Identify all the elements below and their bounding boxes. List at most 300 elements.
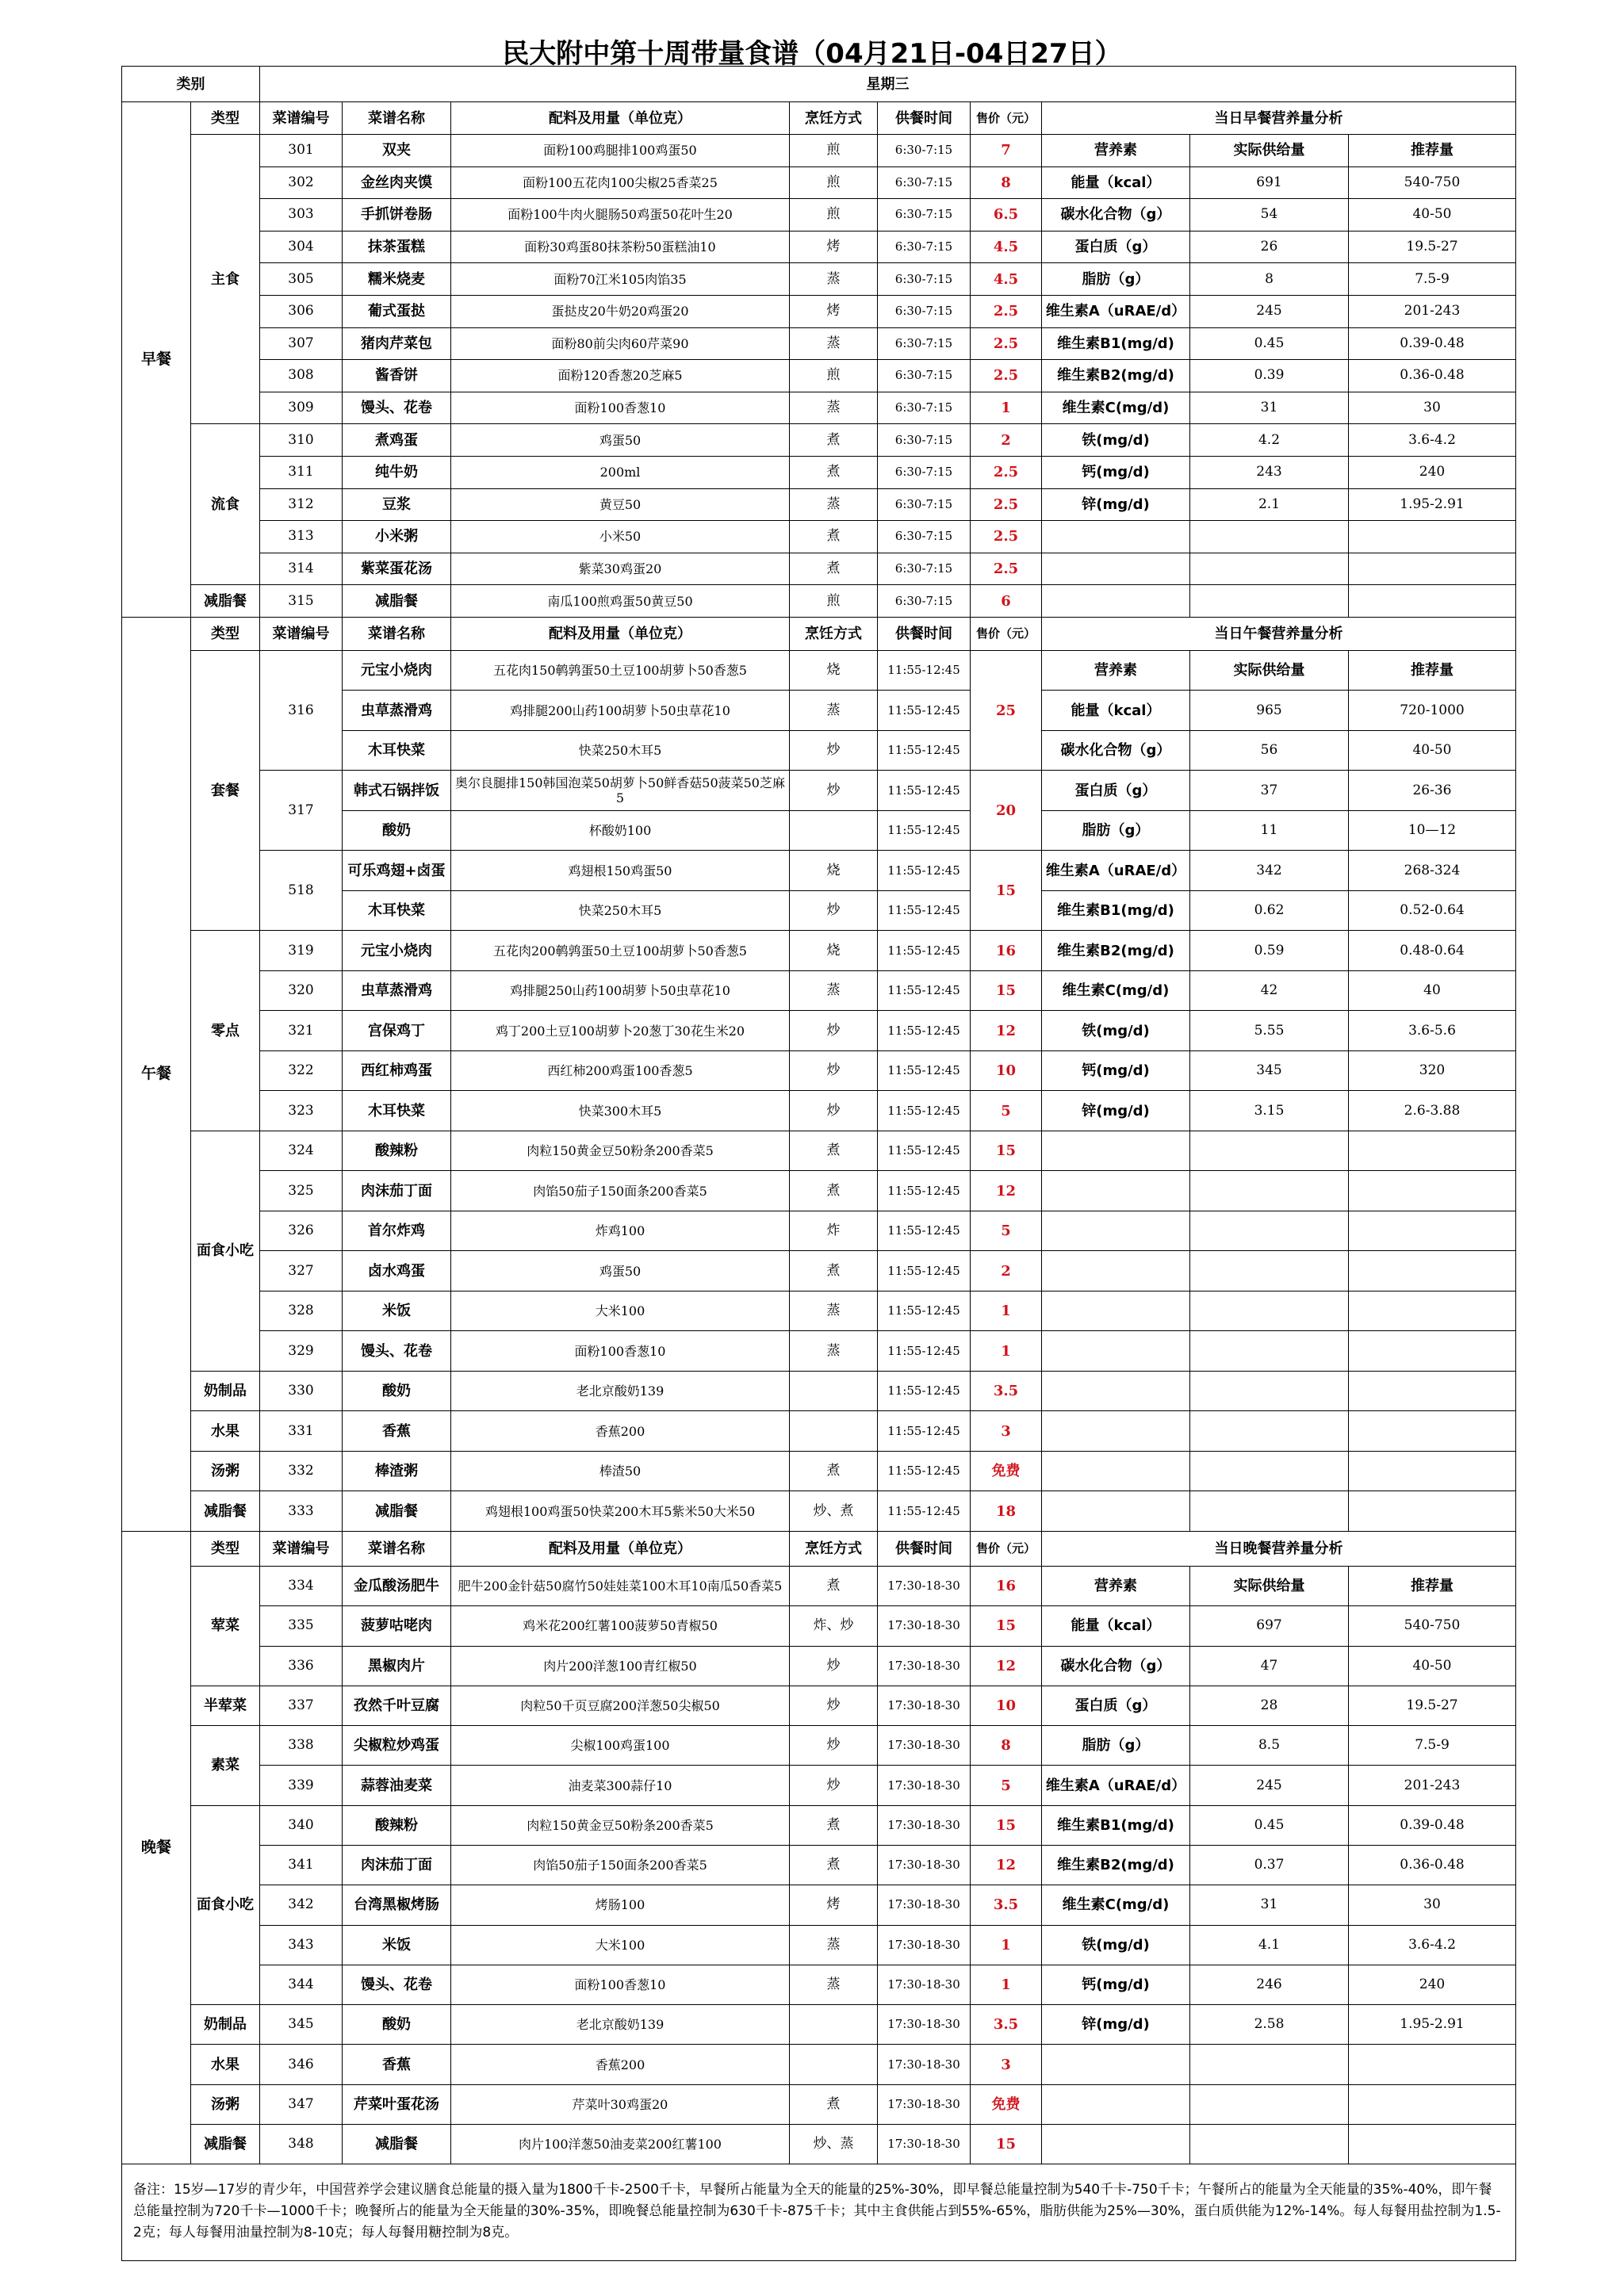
dish-ingredients: 肉片100洋葱50油麦菜200红薯100 bbox=[451, 2125, 790, 2164]
dish-price: 15 bbox=[971, 2125, 1042, 2164]
dish-name: 馒头、花卷 bbox=[343, 1331, 451, 1372]
cooking-method: 煮 bbox=[790, 2084, 878, 2124]
cooking-method: 炒 bbox=[790, 730, 878, 771]
cooking-method: 炒 bbox=[790, 1050, 878, 1091]
table-row bbox=[122, 135, 1516, 167]
dish-price: 4.5 bbox=[971, 231, 1042, 263]
table-row bbox=[122, 931, 1516, 971]
name-column-header: 菜谱名称 bbox=[343, 102, 451, 135]
empty-cell bbox=[1349, 521, 1516, 553]
nutrient-name: 蛋白质（g） bbox=[1042, 1686, 1190, 1725]
empty-cell bbox=[1042, 1411, 1190, 1452]
nutrient-actual: 0.45 bbox=[1190, 327, 1349, 360]
table-row bbox=[122, 1566, 1516, 1605]
dish-price: 2 bbox=[971, 424, 1042, 457]
table-row bbox=[122, 166, 1516, 199]
dish-code: 327 bbox=[260, 1251, 343, 1292]
dish-price: 6 bbox=[971, 585, 1042, 618]
dish-name: 减脂餐 bbox=[343, 1491, 451, 1532]
empty-cell bbox=[1190, 2084, 1349, 2124]
nutrient-recommended: 26-36 bbox=[1349, 771, 1516, 811]
dish-code: 306 bbox=[260, 295, 343, 327]
empty-cell bbox=[1190, 1411, 1349, 1452]
dish-price: 12 bbox=[971, 1171, 1042, 1211]
dish-name: 首尔炸鸡 bbox=[343, 1211, 451, 1251]
dish-code: 340 bbox=[260, 1805, 343, 1845]
dish-ingredients: 面粉100香葱10 bbox=[451, 392, 790, 424]
cooking-method: 炒 bbox=[790, 1646, 878, 1686]
dish-name: 木耳快菜 bbox=[343, 1091, 451, 1131]
dish-ingredients: 快菜300木耳5 bbox=[451, 1091, 790, 1131]
table-row bbox=[122, 1491, 1516, 1532]
serving-time: 6:30-7:15 bbox=[878, 327, 971, 360]
cooking-method: 蒸 bbox=[790, 392, 878, 424]
serving-time: 17:30-18-30 bbox=[878, 2084, 971, 2124]
nutrient-recommended: 201-243 bbox=[1349, 295, 1516, 327]
serving-time: 17:30-18-30 bbox=[878, 1766, 971, 1805]
dish-name: 尖椒粒炒鸡蛋 bbox=[343, 1726, 451, 1766]
dish-name: 纯牛奶 bbox=[343, 456, 451, 488]
table-row bbox=[122, 851, 1516, 891]
cooking-method: 蒸 bbox=[790, 263, 878, 296]
dish-ingredients: 紫菜30鸡蛋20 bbox=[451, 553, 790, 585]
dish-ingredients: 奥尔良腿排150韩国泡菜50胡萝卜50鲜香菇50菠菜50芝麻5 bbox=[451, 771, 790, 811]
dish-type: 面食小吃 bbox=[191, 1131, 260, 1371]
serving-time: 6:30-7:15 bbox=[878, 424, 971, 457]
dish-ingredients: 肉粒150黄金豆50粉条200香菜5 bbox=[451, 1805, 790, 1845]
ingredients-column-header: 配料及用量（单位克） bbox=[451, 1531, 790, 1566]
dish-ingredients: 五花肉200鹌鹑蛋50土豆100胡萝卜50香葱5 bbox=[451, 931, 790, 971]
dish-name: 馒头、花卷 bbox=[343, 392, 451, 424]
dish-ingredients: 杯酸奶100 bbox=[451, 810, 790, 851]
cooking-method: 煎 bbox=[790, 199, 878, 232]
empty-cell bbox=[1349, 1211, 1516, 1251]
dish-price: 15 bbox=[971, 1131, 1042, 1171]
serving-time: 11:55-12:45 bbox=[878, 1131, 971, 1171]
dish-type: 奶制品 bbox=[191, 2005, 260, 2045]
dish-name: 虫草蒸滑鸡 bbox=[343, 691, 451, 731]
dish-name: 酸辣粉 bbox=[343, 1131, 451, 1171]
empty-cell bbox=[1042, 2125, 1190, 2164]
nutrient-actual: 0.59 bbox=[1190, 931, 1349, 971]
empty-cell bbox=[1349, 1491, 1516, 1532]
dish-name: 双夹 bbox=[343, 135, 451, 167]
dish-ingredients: 香蕉200 bbox=[451, 1411, 790, 1452]
dish-name: 紫菜蛋花汤 bbox=[343, 553, 451, 585]
dish-ingredients: 鸡翅根150鸡蛋50 bbox=[451, 851, 790, 891]
nutrient-recommended: 3.6-5.6 bbox=[1349, 1011, 1516, 1051]
cooking-method: 煮 bbox=[790, 553, 878, 585]
dish-price: 5 bbox=[971, 1091, 1042, 1131]
empty-cell bbox=[1349, 1411, 1516, 1452]
dish-name: 宫保鸡丁 bbox=[343, 1011, 451, 1051]
table-row bbox=[122, 1965, 1516, 2004]
dish-type: 奶制品 bbox=[191, 1371, 260, 1411]
nutrition-analysis-title: 当日午餐营养量分析 bbox=[1042, 617, 1516, 650]
empty-cell bbox=[1190, 1491, 1349, 1532]
dish-price: 3 bbox=[971, 2045, 1042, 2084]
empty-cell bbox=[1190, 1211, 1349, 1251]
dish-name: 酸奶 bbox=[343, 810, 451, 851]
serving-time: 17:30-18-30 bbox=[878, 1845, 971, 1885]
dish-name: 香蕉 bbox=[343, 1411, 451, 1452]
dish-price: 免费 bbox=[971, 1451, 1042, 1491]
nutrition-analysis-title: 当日晚餐营养量分析 bbox=[1042, 1531, 1516, 1566]
dish-type: 减脂餐 bbox=[191, 585, 260, 618]
dish-type: 水果 bbox=[191, 1411, 260, 1452]
dish-price: 20 bbox=[971, 771, 1042, 851]
cooking-method bbox=[790, 2005, 878, 2045]
empty-cell bbox=[1349, 1371, 1516, 1411]
cooking-method: 炒 bbox=[790, 771, 878, 811]
cooking-method: 蒸 bbox=[790, 327, 878, 360]
cooking-method: 煮 bbox=[790, 456, 878, 488]
dish-price: 5 bbox=[971, 1766, 1042, 1805]
empty-cell bbox=[1349, 1131, 1516, 1171]
dish-ingredients: 鸡排腿250山药100胡萝卜50虫草花10 bbox=[451, 970, 790, 1011]
dish-code: 336 bbox=[260, 1646, 343, 1686]
serving-time: 11:55-12:45 bbox=[878, 1291, 971, 1331]
dish-type: 减脂餐 bbox=[191, 1491, 260, 1532]
nutrient-name: 能量（kcal） bbox=[1042, 691, 1190, 731]
nutrition-analysis-title: 当日早餐营养量分析 bbox=[1042, 102, 1516, 135]
nutrient-name: 碳水化合物（g） bbox=[1042, 1646, 1190, 1686]
nutrient-recommended: 3.6-4.2 bbox=[1349, 424, 1516, 457]
serving-time: 6:30-7:15 bbox=[878, 521, 971, 553]
nutrient-actual: 5.55 bbox=[1190, 1011, 1349, 1051]
nutrient-recommended: 240 bbox=[1349, 1965, 1516, 2004]
cooking-method: 炒、煮 bbox=[790, 1491, 878, 1532]
serving-time: 11:55-12:45 bbox=[878, 691, 971, 731]
dish-price: 2.5 bbox=[971, 360, 1042, 392]
cooking-method bbox=[790, 810, 878, 851]
cooking-method: 炒 bbox=[790, 1011, 878, 1051]
serving-time: 11:55-12:45 bbox=[878, 810, 971, 851]
dish-price: 2.5 bbox=[971, 488, 1042, 521]
dish-code: 341 bbox=[260, 1845, 343, 1885]
dish-code: 334 bbox=[260, 1566, 343, 1605]
nutrient-recommended: 30 bbox=[1349, 1885, 1516, 1925]
dish-code: 317 bbox=[260, 771, 343, 851]
nutrient-name: 营养素 bbox=[1042, 650, 1190, 691]
cooking-method: 煮 bbox=[790, 1251, 878, 1292]
dish-code: 345 bbox=[260, 2005, 343, 2045]
dish-ingredients: 黄豆50 bbox=[451, 488, 790, 521]
nutrient-recommended: 1.95-2.91 bbox=[1349, 488, 1516, 521]
table-row bbox=[122, 327, 1516, 360]
nutrient-recommended: 201-243 bbox=[1349, 1766, 1516, 1805]
cooking-method: 烤 bbox=[790, 295, 878, 327]
table-row bbox=[122, 1050, 1516, 1091]
dish-ingredients: 南瓜100煎鸡蛋50黄豆50 bbox=[451, 585, 790, 618]
empty-cell bbox=[1042, 1291, 1190, 1331]
dish-name: 米饭 bbox=[343, 1291, 451, 1331]
cooking-method: 蒸 bbox=[790, 691, 878, 731]
dish-code: 302 bbox=[260, 166, 343, 199]
table-row bbox=[122, 1211, 1516, 1251]
cooking-method: 煎 bbox=[790, 585, 878, 618]
dish-name: 韩式石锅拌饭 bbox=[343, 771, 451, 811]
name-column-header: 菜谱名称 bbox=[343, 1531, 451, 1566]
code-column-header: 菜谱编号 bbox=[260, 102, 343, 135]
dish-name: 芹菜叶蛋花汤 bbox=[343, 2084, 451, 2124]
cooking-method: 炸、炒 bbox=[790, 1606, 878, 1646]
dish-price: 1 bbox=[971, 1925, 1042, 1965]
dish-price: 2.5 bbox=[971, 521, 1042, 553]
dish-ingredients: 肉馅50茄子150面条200香菜5 bbox=[451, 1845, 790, 1885]
dish-ingredients: 老北京酸奶139 bbox=[451, 1371, 790, 1411]
serving-time: 17:30-18-30 bbox=[878, 1646, 971, 1686]
empty-cell bbox=[1349, 1291, 1516, 1331]
dish-price: 18 bbox=[971, 1491, 1042, 1532]
nutrient-name: 能量（kcal） bbox=[1042, 1606, 1190, 1646]
dish-type: 零点 bbox=[191, 931, 260, 1131]
table-row bbox=[122, 1371, 1516, 1411]
serving-time: 11:55-12:45 bbox=[878, 650, 971, 691]
nutrient-name: 碳水化合物（g） bbox=[1042, 730, 1190, 771]
dish-name: 蒜蓉油麦菜 bbox=[343, 1766, 451, 1805]
dish-name: 葡式蛋挞 bbox=[343, 295, 451, 327]
cooking-method: 煮 bbox=[790, 1566, 878, 1605]
dish-price: 12 bbox=[971, 1845, 1042, 1885]
nutrient-recommended: 1.95-2.91 bbox=[1349, 2005, 1516, 2045]
table-row bbox=[122, 231, 1516, 263]
dish-code: 518 bbox=[260, 851, 343, 931]
nutrient-actual: 实际供给量 bbox=[1190, 135, 1349, 167]
dish-code: 314 bbox=[260, 553, 343, 585]
dish-ingredients: 面粉100五花肉100尖椒25香菜25 bbox=[451, 166, 790, 199]
nutrient-actual: 42 bbox=[1190, 970, 1349, 1011]
dish-name: 可乐鸡翅+卤蛋 bbox=[343, 851, 451, 891]
dish-ingredients: 香蕉200 bbox=[451, 2045, 790, 2084]
nutrient-name: 维生素B1(mg/d) bbox=[1042, 327, 1190, 360]
dish-price: 2.5 bbox=[971, 553, 1042, 585]
dish-ingredients: 面粉80前尖肉60芹菜90 bbox=[451, 327, 790, 360]
nutrient-recommended: 40-50 bbox=[1349, 1646, 1516, 1686]
cooking-method: 蒸 bbox=[790, 1925, 878, 1965]
dish-code: 333 bbox=[260, 1491, 343, 1532]
dish-code: 346 bbox=[260, 2045, 343, 2084]
nutrient-actual: 0.45 bbox=[1190, 1805, 1349, 1845]
serving-time: 11:55-12:45 bbox=[878, 1491, 971, 1532]
dish-code: 319 bbox=[260, 931, 343, 971]
empty-cell bbox=[1042, 1211, 1190, 1251]
dish-price: 2.5 bbox=[971, 295, 1042, 327]
table-row bbox=[122, 1451, 1516, 1491]
nutrient-recommended: 30 bbox=[1349, 392, 1516, 424]
ingredients-column-header: 配料及用量（单位克） bbox=[451, 102, 790, 135]
cooking-method: 煮 bbox=[790, 521, 878, 553]
serving-time: 11:55-12:45 bbox=[878, 1011, 971, 1051]
dish-price: 25 bbox=[971, 650, 1042, 771]
cooking-method: 煮 bbox=[790, 1805, 878, 1845]
nutrient-recommended: 40 bbox=[1349, 970, 1516, 1011]
table-row bbox=[122, 771, 1516, 811]
dish-price: 3 bbox=[971, 1411, 1042, 1452]
dish-name: 金丝肉夹馍 bbox=[343, 166, 451, 199]
nutrient-name: 钙(mg/d) bbox=[1042, 1050, 1190, 1091]
cooking-method: 烤 bbox=[790, 231, 878, 263]
table-row bbox=[122, 360, 1516, 392]
dish-code: 301 bbox=[260, 135, 343, 167]
empty-cell bbox=[1349, 585, 1516, 618]
price-column-header: 售价（元） bbox=[971, 617, 1042, 650]
nutrient-name: 脂肪（g） bbox=[1042, 810, 1190, 851]
cooking-method: 烤 bbox=[790, 1885, 878, 1925]
serving-time: 17:30-18-30 bbox=[878, 2005, 971, 2045]
dish-ingredients: 面粉100牛肉火腿肠50鸡蛋50花叶生20 bbox=[451, 199, 790, 232]
nutrient-name: 铁(mg/d) bbox=[1042, 1925, 1190, 1965]
dish-ingredients: 肥牛200金针菇50腐竹50娃娃菜100木耳10南瓜50香菜5 bbox=[451, 1566, 790, 1605]
table-row bbox=[122, 521, 1516, 553]
nutrient-name: 铁(mg/d) bbox=[1042, 1011, 1190, 1051]
empty-cell bbox=[1190, 1291, 1349, 1331]
dish-ingredients: 肉粒150黄金豆50粉条200香菜5 bbox=[451, 1131, 790, 1171]
serving-time: 6:30-7:15 bbox=[878, 392, 971, 424]
serving-time: 17:30-18-30 bbox=[878, 1805, 971, 1845]
nutrient-recommended: 3.6-4.2 bbox=[1349, 1925, 1516, 1965]
serving-time: 11:55-12:45 bbox=[878, 1251, 971, 1292]
nutrient-actual: 2.1 bbox=[1190, 488, 1349, 521]
dish-name: 米饭 bbox=[343, 1925, 451, 1965]
table-row bbox=[122, 1726, 1516, 1766]
dish-name: 豆浆 bbox=[343, 488, 451, 521]
serving-time: 17:30-18-30 bbox=[878, 1965, 971, 2004]
dish-name: 减脂餐 bbox=[343, 2125, 451, 2164]
serving-time: 11:55-12:45 bbox=[878, 1371, 971, 1411]
dish-code: 321 bbox=[260, 1011, 343, 1051]
dish-ingredients: 油麦菜300蒜仔10 bbox=[451, 1766, 790, 1805]
serving-time: 6:30-7:15 bbox=[878, 488, 971, 521]
table-row bbox=[122, 488, 1516, 521]
cooking-method bbox=[790, 1411, 878, 1452]
nutrient-recommended: 推荐量 bbox=[1349, 1566, 1516, 1605]
serving-time: 11:55-12:45 bbox=[878, 890, 971, 931]
dish-price: 5 bbox=[971, 1211, 1042, 1251]
dish-ingredients: 大米100 bbox=[451, 1291, 790, 1331]
dish-code: 325 bbox=[260, 1171, 343, 1211]
nutrient-actual: 245 bbox=[1190, 1766, 1349, 1805]
table-row bbox=[122, 585, 1516, 618]
table-row bbox=[122, 102, 1516, 135]
nutrient-name: 维生素A（uRAE/d） bbox=[1042, 851, 1190, 891]
dish-ingredients: 棒渣50 bbox=[451, 1451, 790, 1491]
dish-name: 菠萝咕咾肉 bbox=[343, 1606, 451, 1646]
dish-name: 抹茶蛋糕 bbox=[343, 231, 451, 263]
category-header: 类别 bbox=[122, 67, 260, 102]
dish-ingredients: 肉片200洋葱100青红椒50 bbox=[451, 1646, 790, 1686]
dish-type: 半荤菜 bbox=[191, 1686, 260, 1725]
empty-cell bbox=[1042, 1131, 1190, 1171]
dish-name: 木耳快菜 bbox=[343, 730, 451, 771]
nutrient-recommended: 40-50 bbox=[1349, 730, 1516, 771]
dish-code: 343 bbox=[260, 1925, 343, 1965]
ingredients-column-header: 配料及用量（单位克） bbox=[451, 617, 790, 650]
nutrient-recommended: 推荐量 bbox=[1349, 135, 1516, 167]
dish-code: 303 bbox=[260, 199, 343, 232]
empty-cell bbox=[1042, 1171, 1190, 1211]
dish-name: 酸奶 bbox=[343, 1371, 451, 1411]
table-row bbox=[122, 1251, 1516, 1292]
dish-code: 304 bbox=[260, 231, 343, 263]
meal-label-lunch: 午餐 bbox=[122, 617, 191, 1531]
nutrient-name: 蛋白质（g） bbox=[1042, 771, 1190, 811]
serving-time: 11:55-12:45 bbox=[878, 851, 971, 891]
code-column-header: 菜谱编号 bbox=[260, 617, 343, 650]
dish-name: 馒头、花卷 bbox=[343, 1965, 451, 2004]
nutrient-actual: 4.2 bbox=[1190, 424, 1349, 457]
serving-time: 11:55-12:45 bbox=[878, 1091, 971, 1131]
dish-ingredients: 烤肠100 bbox=[451, 1885, 790, 1925]
cooking-method: 炒 bbox=[790, 890, 878, 931]
nutrient-name: 维生素B2(mg/d) bbox=[1042, 931, 1190, 971]
nutrient-actual: 28 bbox=[1190, 1686, 1349, 1725]
serving-time: 6:30-7:15 bbox=[878, 135, 971, 167]
dish-price: 3.5 bbox=[971, 1371, 1042, 1411]
serving-time: 11:55-12:45 bbox=[878, 1451, 971, 1491]
dish-price: 1 bbox=[971, 1291, 1042, 1331]
nutrient-name: 维生素C(mg/d) bbox=[1042, 970, 1190, 1011]
table-row bbox=[122, 1925, 1516, 1965]
time-column-header: 供餐时间 bbox=[878, 102, 971, 135]
nutrient-recommended: 720-1000 bbox=[1349, 691, 1516, 731]
cooking-method: 蒸 bbox=[790, 488, 878, 521]
table-row bbox=[122, 199, 1516, 232]
nutrient-actual: 245 bbox=[1190, 295, 1349, 327]
dish-code: 332 bbox=[260, 1451, 343, 1491]
dish-code: 309 bbox=[260, 392, 343, 424]
nutrient-recommended: 0.36-0.48 bbox=[1349, 360, 1516, 392]
serving-time: 17:30-18-30 bbox=[878, 1606, 971, 1646]
dish-price: 1 bbox=[971, 1965, 1042, 2004]
serving-time: 17:30-18-30 bbox=[878, 1925, 971, 1965]
dish-name: 元宝小烧肉 bbox=[343, 650, 451, 691]
serving-time: 11:55-12:45 bbox=[878, 730, 971, 771]
dish-code: 324 bbox=[260, 1131, 343, 1171]
cooking-method: 煎 bbox=[790, 135, 878, 167]
nutrient-recommended: 7.5-9 bbox=[1349, 1726, 1516, 1766]
dish-type: 水果 bbox=[191, 2045, 260, 2084]
method-column-header: 烹饪方式 bbox=[790, 1531, 878, 1566]
empty-cell bbox=[1349, 1171, 1516, 1211]
dish-price: 1 bbox=[971, 392, 1042, 424]
dish-code: 322 bbox=[260, 1050, 343, 1091]
dish-code: 315 bbox=[260, 585, 343, 618]
dish-price: 15 bbox=[971, 851, 1042, 931]
dish-price: 16 bbox=[971, 1566, 1042, 1605]
dish-code: 344 bbox=[260, 1965, 343, 2004]
type-column-header: 类型 bbox=[191, 617, 260, 650]
dish-price: 2.5 bbox=[971, 456, 1042, 488]
dish-name: 木耳快菜 bbox=[343, 890, 451, 931]
dish-price: 8 bbox=[971, 1726, 1042, 1766]
nutrient-name: 能量（kcal） bbox=[1042, 166, 1190, 199]
nutrient-actual: 8.5 bbox=[1190, 1726, 1349, 1766]
cooking-method: 炒、蒸 bbox=[790, 2125, 878, 2164]
dish-price: 12 bbox=[971, 1646, 1042, 1686]
dish-ingredients: 面粉30鸡蛋80抹茶粉50蛋糕油10 bbox=[451, 231, 790, 263]
cooking-method: 蒸 bbox=[790, 1291, 878, 1331]
serving-time: 6:30-7:15 bbox=[878, 360, 971, 392]
empty-cell bbox=[1042, 2084, 1190, 2124]
dish-price: 6.5 bbox=[971, 199, 1042, 232]
dish-name: 手抓饼卷肠 bbox=[343, 199, 451, 232]
method-column-header: 烹饪方式 bbox=[790, 617, 878, 650]
table-row bbox=[122, 553, 1516, 585]
table-row bbox=[122, 2164, 1516, 2261]
dish-code: 316 bbox=[260, 650, 343, 771]
dish-ingredients: 面粉120香葱20芝麻5 bbox=[451, 360, 790, 392]
